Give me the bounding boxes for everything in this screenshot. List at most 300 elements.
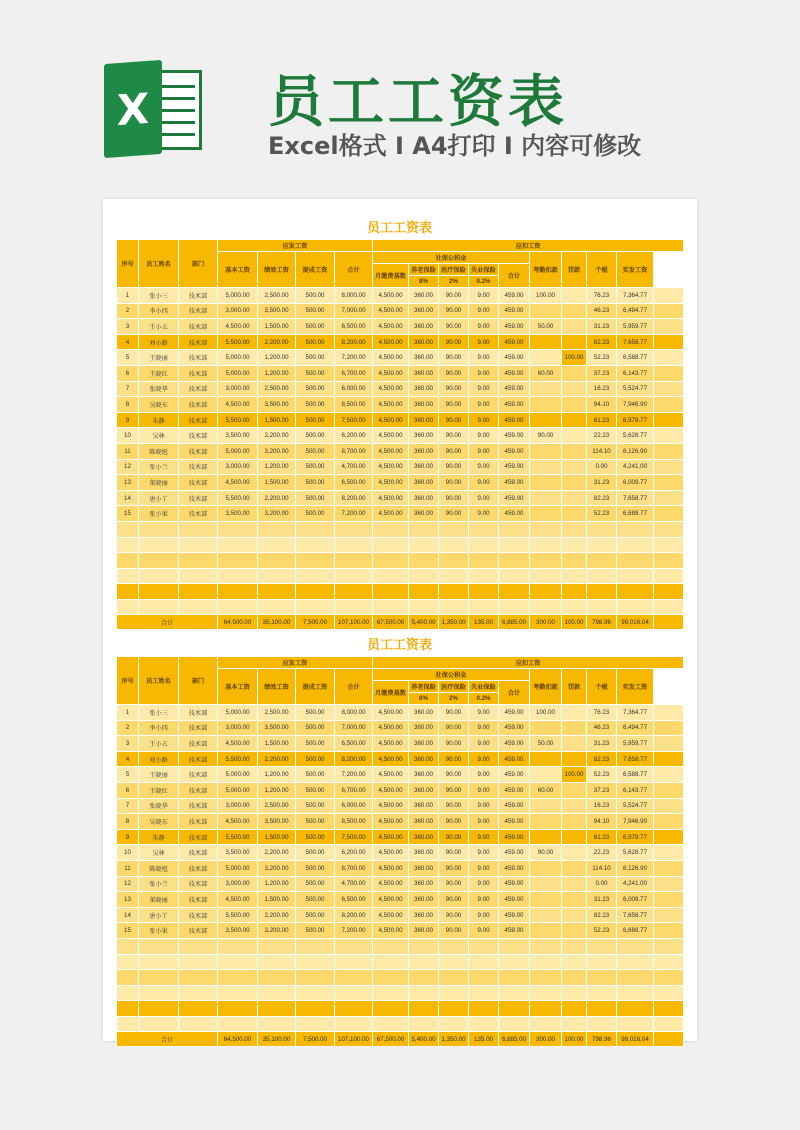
cell-attendance[interactable]: 60.00 bbox=[530, 782, 562, 798]
cell-perf[interactable]: 1,200.00 bbox=[258, 782, 296, 798]
cell-penalty[interactable] bbox=[562, 892, 587, 908]
cell-name[interactable]: 朱静 bbox=[139, 829, 179, 845]
cell-seq[interactable]: 13 bbox=[117, 892, 139, 908]
cell-pension[interactable]: 360.00 bbox=[409, 412, 439, 428]
cell-unemployment[interactable]: 9.00 bbox=[469, 845, 499, 861]
cell-subtotal[interactable]: 6,000.00 bbox=[335, 798, 373, 814]
cell-net[interactable]: 7,364.77 bbox=[617, 288, 654, 304]
empty-cell[interactable] bbox=[617, 970, 654, 986]
cell-pension[interactable]: 360.00 bbox=[409, 876, 439, 892]
empty-cell[interactable] bbox=[562, 970, 587, 986]
cell-seq[interactable]: 8 bbox=[117, 814, 139, 830]
cell-subtotal[interactable]: 7,200.00 bbox=[335, 767, 373, 783]
total-perf[interactable]: 35,100.00 bbox=[258, 1032, 296, 1047]
cell-pension[interactable]: 360.00 bbox=[409, 350, 439, 366]
cell-bonus[interactable]: 500.00 bbox=[296, 475, 335, 491]
cell-deduct-total[interactable]: 459.00 bbox=[499, 381, 530, 397]
cell-subtotal[interactable]: 8,000.00 bbox=[335, 288, 373, 304]
cell-perf[interactable]: 1,500.00 bbox=[258, 892, 296, 908]
empty-cell[interactable] bbox=[587, 1001, 617, 1017]
total-attendance[interactable]: 300.00 bbox=[530, 615, 562, 630]
cell-bonus[interactable]: 500.00 bbox=[296, 288, 335, 304]
empty-cell[interactable] bbox=[409, 938, 439, 954]
cell-seq[interactable]: 6 bbox=[117, 782, 139, 798]
cell-bonus[interactable]: 500.00 bbox=[296, 443, 335, 459]
empty-cell[interactable] bbox=[617, 954, 654, 970]
cell-medical[interactable]: 90.00 bbox=[439, 381, 469, 397]
cell-bonus[interactable]: 500.00 bbox=[296, 892, 335, 908]
cell-name[interactable]: 董晓丽 bbox=[139, 892, 179, 908]
cell-name[interactable]: 张小三 bbox=[139, 288, 179, 304]
cell-dept[interactable]: 技术部 bbox=[179, 814, 218, 830]
total-bonus[interactable]: 7,500.00 bbox=[296, 615, 335, 630]
cell-tax[interactable]: 82.23 bbox=[587, 907, 617, 923]
cell-pension[interactable]: 360.00 bbox=[409, 475, 439, 491]
cell-attendance[interactable] bbox=[530, 506, 562, 522]
empty-cell[interactable] bbox=[117, 584, 139, 600]
cell-seq[interactable]: 15 bbox=[117, 506, 139, 522]
cell-remark[interactable] bbox=[654, 907, 684, 923]
cell-attendance[interactable] bbox=[530, 876, 562, 892]
cell-net[interactable]: 6,979.77 bbox=[617, 829, 654, 845]
cell-medical[interactable]: 90.00 bbox=[439, 892, 469, 908]
empty-cell[interactable] bbox=[654, 584, 684, 600]
cell-tax[interactable]: 82.23 bbox=[587, 490, 617, 506]
cell-net[interactable]: 6,143.77 bbox=[617, 365, 654, 381]
cell-penalty[interactable] bbox=[562, 720, 587, 736]
cell-dept[interactable]: 技术部 bbox=[179, 829, 218, 845]
cell-bonus[interactable]: 500.00 bbox=[296, 876, 335, 892]
empty-cell[interactable] bbox=[654, 599, 684, 615]
empty-cell[interactable] bbox=[439, 568, 469, 584]
empty-cell[interactable] bbox=[530, 553, 562, 569]
cell-pension[interactable]: 360.00 bbox=[409, 860, 439, 876]
cell-tax[interactable]: 22.23 bbox=[587, 845, 617, 861]
empty-cell[interactable] bbox=[530, 568, 562, 584]
cell-seq[interactable]: 7 bbox=[117, 798, 139, 814]
empty-cell[interactable] bbox=[218, 954, 258, 970]
empty-cell[interactable] bbox=[258, 568, 296, 584]
cell-penalty[interactable] bbox=[562, 782, 587, 798]
empty-cell[interactable] bbox=[654, 985, 684, 1001]
cell-seq[interactable]: 7 bbox=[117, 381, 139, 397]
cell-dept[interactable]: 技术部 bbox=[179, 319, 218, 335]
cell-net[interactable]: 5,959.77 bbox=[617, 319, 654, 335]
empty-cell[interactable] bbox=[409, 568, 439, 584]
cell-monthly-base[interactable]: 4,500.00 bbox=[373, 907, 409, 923]
cell-bonus[interactable]: 500.00 bbox=[296, 736, 335, 752]
cell-perf[interactable]: 1,500.00 bbox=[258, 829, 296, 845]
cell-seq[interactable]: 10 bbox=[117, 845, 139, 861]
empty-cell[interactable] bbox=[439, 970, 469, 986]
cell-penalty[interactable] bbox=[562, 412, 587, 428]
cell-attendance[interactable] bbox=[530, 459, 562, 475]
empty-cell[interactable] bbox=[373, 584, 409, 600]
cell-attendance[interactable] bbox=[530, 892, 562, 908]
empty-cell[interactable] bbox=[587, 553, 617, 569]
cell-bonus[interactable]: 500.00 bbox=[296, 350, 335, 366]
cell-subtotal[interactable]: 8,000.00 bbox=[335, 705, 373, 721]
cell-monthly-base[interactable]: 4,500.00 bbox=[373, 350, 409, 366]
empty-cell[interactable] bbox=[654, 938, 684, 954]
cell-perf[interactable]: 3,200.00 bbox=[258, 923, 296, 939]
empty-cell[interactable] bbox=[654, 553, 684, 569]
cell-bonus[interactable]: 500.00 bbox=[296, 428, 335, 444]
cell-dept[interactable]: 技术部 bbox=[179, 736, 218, 752]
empty-cell[interactable] bbox=[258, 985, 296, 1001]
empty-cell[interactable] bbox=[373, 537, 409, 553]
cell-unemployment[interactable]: 9.00 bbox=[469, 705, 499, 721]
cell-medical[interactable]: 90.00 bbox=[439, 350, 469, 366]
cell-penalty[interactable] bbox=[562, 303, 587, 319]
empty-cell[interactable] bbox=[117, 1016, 139, 1032]
cell-seq[interactable]: 4 bbox=[117, 334, 139, 350]
cell-attendance[interactable]: 50.00 bbox=[530, 319, 562, 335]
cell-bonus[interactable]: 500.00 bbox=[296, 319, 335, 335]
empty-cell[interactable] bbox=[617, 568, 654, 584]
cell-unemployment[interactable]: 9.00 bbox=[469, 892, 499, 908]
empty-cell[interactable] bbox=[335, 521, 373, 537]
cell-bonus[interactable]: 500.00 bbox=[296, 334, 335, 350]
cell-deduct-total[interactable]: 459.00 bbox=[499, 876, 530, 892]
cell-penalty[interactable] bbox=[562, 860, 587, 876]
cell-tax[interactable]: 61.23 bbox=[587, 829, 617, 845]
cell-dept[interactable]: 技术部 bbox=[179, 303, 218, 319]
cell-base[interactable]: 3,500.00 bbox=[218, 923, 258, 939]
cell-unemployment[interactable]: 9.00 bbox=[469, 443, 499, 459]
empty-cell[interactable] bbox=[469, 985, 499, 1001]
empty-cell[interactable] bbox=[335, 599, 373, 615]
cell-deduct-total[interactable]: 459.00 bbox=[499, 443, 530, 459]
total-unemployment[interactable]: 135.00 bbox=[469, 1032, 499, 1047]
cell-base[interactable]: 5,000.00 bbox=[218, 288, 258, 304]
total-deduct-total[interactable]: 6,885.00 bbox=[499, 1032, 530, 1047]
cell-perf[interactable]: 1,200.00 bbox=[258, 350, 296, 366]
cell-tax[interactable]: 31.23 bbox=[587, 319, 617, 335]
cell-monthly-base[interactable]: 4,500.00 bbox=[373, 751, 409, 767]
cell-penalty[interactable] bbox=[562, 923, 587, 939]
empty-cell[interactable] bbox=[617, 1001, 654, 1017]
cell-deduct-total[interactable]: 459.00 bbox=[499, 397, 530, 413]
cell-name[interactable]: 李小四 bbox=[139, 720, 179, 736]
cell-subtotal[interactable]: 7,200.00 bbox=[335, 350, 373, 366]
empty-cell[interactable] bbox=[439, 954, 469, 970]
cell-name[interactable]: 王晓红 bbox=[139, 365, 179, 381]
cell-net[interactable]: 7,946.90 bbox=[617, 397, 654, 413]
empty-cell[interactable] bbox=[335, 954, 373, 970]
cell-monthly-base[interactable]: 4,500.00 bbox=[373, 428, 409, 444]
empty-cell[interactable] bbox=[617, 553, 654, 569]
cell-base[interactable]: 3,500.00 bbox=[218, 845, 258, 861]
cell-attendance[interactable] bbox=[530, 475, 562, 491]
cell-unemployment[interactable]: 9.00 bbox=[469, 288, 499, 304]
cell-net[interactable]: 5,628.77 bbox=[617, 845, 654, 861]
cell-subtotal[interactable]: 7,500.00 bbox=[335, 829, 373, 845]
cell-unemployment[interactable]: 9.00 bbox=[469, 782, 499, 798]
empty-cell[interactable] bbox=[139, 537, 179, 553]
cell-pension[interactable]: 360.00 bbox=[409, 814, 439, 830]
cell-perf[interactable]: 1,500.00 bbox=[258, 475, 296, 491]
cell-medical[interactable]: 90.00 bbox=[439, 907, 469, 923]
cell-attendance[interactable] bbox=[530, 751, 562, 767]
cell-pension[interactable]: 360.00 bbox=[409, 720, 439, 736]
total-medical[interactable]: 1,350.00 bbox=[439, 615, 469, 630]
cell-deduct-total[interactable]: 459.00 bbox=[499, 459, 530, 475]
cell-deduct-total[interactable]: 459.00 bbox=[499, 365, 530, 381]
empty-cell[interactable] bbox=[499, 970, 530, 986]
cell-name[interactable]: 张晓华 bbox=[139, 381, 179, 397]
empty-cell[interactable] bbox=[139, 985, 179, 1001]
cell-unemployment[interactable]: 9.00 bbox=[469, 428, 499, 444]
total-subtotal[interactable]: 107,100.00 bbox=[335, 1032, 373, 1047]
empty-cell[interactable] bbox=[654, 1001, 684, 1017]
cell-unemployment[interactable]: 9.00 bbox=[469, 397, 499, 413]
cell-deduct-total[interactable]: 459.00 bbox=[499, 428, 530, 444]
cell-attendance[interactable] bbox=[530, 814, 562, 830]
cell-name[interactable]: 张晓华 bbox=[139, 798, 179, 814]
empty-cell[interactable] bbox=[296, 970, 335, 986]
empty-cell[interactable] bbox=[139, 1016, 179, 1032]
cell-pension[interactable]: 360.00 bbox=[409, 736, 439, 752]
total-unemployment[interactable]: 135.00 bbox=[469, 615, 499, 630]
empty-cell[interactable] bbox=[469, 537, 499, 553]
empty-cell[interactable] bbox=[530, 537, 562, 553]
cell-pension[interactable]: 360.00 bbox=[409, 397, 439, 413]
cell-tax[interactable]: 0.00 bbox=[587, 459, 617, 475]
cell-seq[interactable]: 11 bbox=[117, 860, 139, 876]
empty-cell[interactable] bbox=[587, 568, 617, 584]
cell-base[interactable]: 3,000.00 bbox=[218, 876, 258, 892]
cell-pension[interactable]: 360.00 bbox=[409, 490, 439, 506]
cell-unemployment[interactable]: 9.00 bbox=[469, 767, 499, 783]
cell-unemployment[interactable]: 9.00 bbox=[469, 876, 499, 892]
empty-cell[interactable] bbox=[587, 970, 617, 986]
cell-unemployment[interactable]: 9.00 bbox=[469, 365, 499, 381]
cell-perf[interactable]: 3,500.00 bbox=[258, 303, 296, 319]
cell-base[interactable]: 5,500.00 bbox=[218, 907, 258, 923]
cell-remark[interactable] bbox=[654, 860, 684, 876]
empty-cell[interactable] bbox=[117, 521, 139, 537]
empty-cell[interactable] bbox=[439, 553, 469, 569]
empty-cell[interactable] bbox=[409, 521, 439, 537]
empty-cell[interactable] bbox=[530, 1016, 562, 1032]
cell-medical[interactable]: 90.00 bbox=[439, 923, 469, 939]
total-pension[interactable]: 5,400.00 bbox=[409, 615, 439, 630]
empty-cell[interactable] bbox=[139, 970, 179, 986]
empty-cell[interactable] bbox=[499, 1016, 530, 1032]
cell-pension[interactable]: 360.00 bbox=[409, 288, 439, 304]
empty-cell[interactable] bbox=[499, 553, 530, 569]
cell-remark[interactable] bbox=[654, 428, 684, 444]
cell-deduct-total[interactable]: 459.00 bbox=[499, 782, 530, 798]
cell-unemployment[interactable]: 9.00 bbox=[469, 381, 499, 397]
total-net[interactable]: 99,016.04 bbox=[617, 615, 654, 630]
cell-penalty[interactable] bbox=[562, 459, 587, 475]
cell-unemployment[interactable]: 9.00 bbox=[469, 319, 499, 335]
total-perf[interactable]: 35,100.00 bbox=[258, 615, 296, 630]
cell-net[interactable]: 6,494.77 bbox=[617, 303, 654, 319]
cell-bonus[interactable]: 500.00 bbox=[296, 751, 335, 767]
cell-name[interactable]: 张小兰 bbox=[139, 876, 179, 892]
cell-dept[interactable]: 技术部 bbox=[179, 705, 218, 721]
cell-bonus[interactable]: 500.00 bbox=[296, 767, 335, 783]
empty-cell[interactable] bbox=[530, 1001, 562, 1017]
cell-seq[interactable]: 9 bbox=[117, 412, 139, 428]
total-subtotal[interactable]: 107,100.00 bbox=[335, 615, 373, 630]
cell-net[interactable]: 6,588.77 bbox=[617, 350, 654, 366]
cell-name[interactable]: 吴林 bbox=[139, 428, 179, 444]
empty-cell[interactable] bbox=[409, 970, 439, 986]
cell-tax[interactable]: 37.23 bbox=[587, 782, 617, 798]
empty-cell[interactable] bbox=[373, 1016, 409, 1032]
cell-dept[interactable]: 技术部 bbox=[179, 459, 218, 475]
empty-cell[interactable] bbox=[296, 568, 335, 584]
cell-medical[interactable]: 90.00 bbox=[439, 845, 469, 861]
cell-bonus[interactable]: 500.00 bbox=[296, 490, 335, 506]
cell-attendance[interactable] bbox=[530, 350, 562, 366]
empty-cell[interactable] bbox=[335, 568, 373, 584]
cell-subtotal[interactable]: 6,700.00 bbox=[335, 782, 373, 798]
total-medical[interactable]: 1,350.00 bbox=[439, 1032, 469, 1047]
empty-cell[interactable] bbox=[530, 970, 562, 986]
cell-seq[interactable]: 3 bbox=[117, 736, 139, 752]
total-tax[interactable]: 798.96 bbox=[587, 1032, 617, 1047]
cell-name[interactable]: 唐小丫 bbox=[139, 907, 179, 923]
cell-bonus[interactable]: 500.00 bbox=[296, 829, 335, 845]
empty-cell[interactable] bbox=[499, 954, 530, 970]
cell-bonus[interactable]: 500.00 bbox=[296, 705, 335, 721]
cell-base[interactable]: 5,000.00 bbox=[218, 705, 258, 721]
cell-unemployment[interactable]: 9.00 bbox=[469, 412, 499, 428]
cell-penalty[interactable] bbox=[562, 751, 587, 767]
empty-cell[interactable] bbox=[409, 584, 439, 600]
empty-cell[interactable] bbox=[335, 970, 373, 986]
cell-name[interactable]: 吴晓东 bbox=[139, 397, 179, 413]
cell-pension[interactable]: 360.00 bbox=[409, 829, 439, 845]
cell-bonus[interactable]: 500.00 bbox=[296, 397, 335, 413]
cell-remark[interactable] bbox=[654, 412, 684, 428]
cell-penalty[interactable] bbox=[562, 705, 587, 721]
cell-monthly-base[interactable]: 4,500.00 bbox=[373, 829, 409, 845]
empty-cell[interactable] bbox=[179, 599, 218, 615]
empty-cell[interactable] bbox=[499, 537, 530, 553]
cell-tax[interactable]: 31.23 bbox=[587, 736, 617, 752]
cell-name[interactable]: 唐小丫 bbox=[139, 490, 179, 506]
cell-name[interactable]: 王晓丽 bbox=[139, 350, 179, 366]
cell-monthly-base[interactable]: 4,500.00 bbox=[373, 303, 409, 319]
cell-subtotal[interactable]: 7,200.00 bbox=[335, 923, 373, 939]
empty-cell[interactable] bbox=[258, 553, 296, 569]
cell-dept[interactable]: 技术部 bbox=[179, 907, 218, 923]
cell-monthly-base[interactable]: 4,500.00 bbox=[373, 923, 409, 939]
empty-cell[interactable] bbox=[499, 568, 530, 584]
cell-seq[interactable]: 2 bbox=[117, 303, 139, 319]
cell-penalty[interactable] bbox=[562, 443, 587, 459]
cell-subtotal[interactable]: 8,500.00 bbox=[335, 397, 373, 413]
cell-remark[interactable] bbox=[654, 720, 684, 736]
cell-pension[interactable]: 360.00 bbox=[409, 767, 439, 783]
empty-cell[interactable] bbox=[469, 1016, 499, 1032]
cell-perf[interactable]: 2,200.00 bbox=[258, 490, 296, 506]
cell-dept[interactable]: 技术部 bbox=[179, 892, 218, 908]
cell-subtotal[interactable]: 8,500.00 bbox=[335, 814, 373, 830]
empty-cell[interactable] bbox=[409, 599, 439, 615]
total-base[interactable]: 64,500.00 bbox=[218, 615, 258, 630]
empty-cell[interactable] bbox=[179, 985, 218, 1001]
cell-dept[interactable]: 技术部 bbox=[179, 365, 218, 381]
cell-seq[interactable]: 9 bbox=[117, 829, 139, 845]
cell-tax[interactable]: 114.10 bbox=[587, 860, 617, 876]
empty-cell[interactable] bbox=[139, 938, 179, 954]
cell-tax[interactable]: 76.23 bbox=[587, 288, 617, 304]
cell-medical[interactable]: 90.00 bbox=[439, 720, 469, 736]
empty-cell[interactable] bbox=[617, 584, 654, 600]
cell-monthly-base[interactable]: 4,500.00 bbox=[373, 814, 409, 830]
cell-remark[interactable] bbox=[654, 490, 684, 506]
cell-net[interactable]: 6,688.77 bbox=[617, 506, 654, 522]
cell-medical[interactable]: 90.00 bbox=[439, 490, 469, 506]
cell-remark[interactable] bbox=[654, 397, 684, 413]
cell-tax[interactable]: 82.23 bbox=[587, 751, 617, 767]
cell-tax[interactable]: 76.23 bbox=[587, 705, 617, 721]
empty-cell[interactable] bbox=[562, 553, 587, 569]
cell-remark[interactable] bbox=[654, 814, 684, 830]
cell-tax[interactable]: 46.23 bbox=[587, 303, 617, 319]
cell-penalty[interactable] bbox=[562, 397, 587, 413]
cell-dept[interactable]: 技术部 bbox=[179, 798, 218, 814]
empty-cell[interactable] bbox=[439, 521, 469, 537]
cell-deduct-total[interactable]: 459.00 bbox=[499, 814, 530, 830]
empty-cell[interactable] bbox=[469, 954, 499, 970]
empty-cell[interactable] bbox=[117, 938, 139, 954]
empty-cell[interactable] bbox=[439, 584, 469, 600]
cell-attendance[interactable]: 100.00 bbox=[530, 705, 562, 721]
empty-cell[interactable] bbox=[469, 1001, 499, 1017]
cell-name[interactable]: 刘小路 bbox=[139, 334, 179, 350]
cell-attendance[interactable] bbox=[530, 334, 562, 350]
cell-monthly-base[interactable]: 4,500.00 bbox=[373, 443, 409, 459]
cell-base[interactable]: 3,500.00 bbox=[218, 506, 258, 522]
cell-net[interactable]: 5,959.77 bbox=[617, 736, 654, 752]
cell-remark[interactable] bbox=[654, 303, 684, 319]
cell-base[interactable]: 4,500.00 bbox=[218, 814, 258, 830]
cell-pension[interactable]: 360.00 bbox=[409, 303, 439, 319]
cell-unemployment[interactable]: 9.00 bbox=[469, 923, 499, 939]
cell-attendance[interactable] bbox=[530, 443, 562, 459]
cell-medical[interactable]: 90.00 bbox=[439, 705, 469, 721]
empty-cell[interactable] bbox=[409, 1001, 439, 1017]
cell-monthly-base[interactable]: 4,500.00 bbox=[373, 490, 409, 506]
cell-medical[interactable]: 90.00 bbox=[439, 334, 469, 350]
cell-deduct-total[interactable]: 459.00 bbox=[499, 736, 530, 752]
cell-seq[interactable]: 4 bbox=[117, 751, 139, 767]
empty-cell[interactable] bbox=[335, 1016, 373, 1032]
empty-cell[interactable] bbox=[469, 568, 499, 584]
cell-base[interactable]: 5,000.00 bbox=[218, 767, 258, 783]
cell-base[interactable]: 4,500.00 bbox=[218, 475, 258, 491]
cell-bonus[interactable]: 500.00 bbox=[296, 798, 335, 814]
empty-cell[interactable] bbox=[562, 599, 587, 615]
cell-tax[interactable]: 114.10 bbox=[587, 443, 617, 459]
cell-dept[interactable]: 技术部 bbox=[179, 782, 218, 798]
cell-unemployment[interactable]: 9.00 bbox=[469, 860, 499, 876]
cell-deduct-total[interactable]: 459.00 bbox=[499, 860, 530, 876]
empty-cell[interactable] bbox=[439, 599, 469, 615]
cell-dept[interactable]: 技术部 bbox=[179, 443, 218, 459]
cell-attendance[interactable]: 60.00 bbox=[530, 365, 562, 381]
empty-cell[interactable] bbox=[117, 954, 139, 970]
cell-net[interactable]: 7,364.77 bbox=[617, 705, 654, 721]
